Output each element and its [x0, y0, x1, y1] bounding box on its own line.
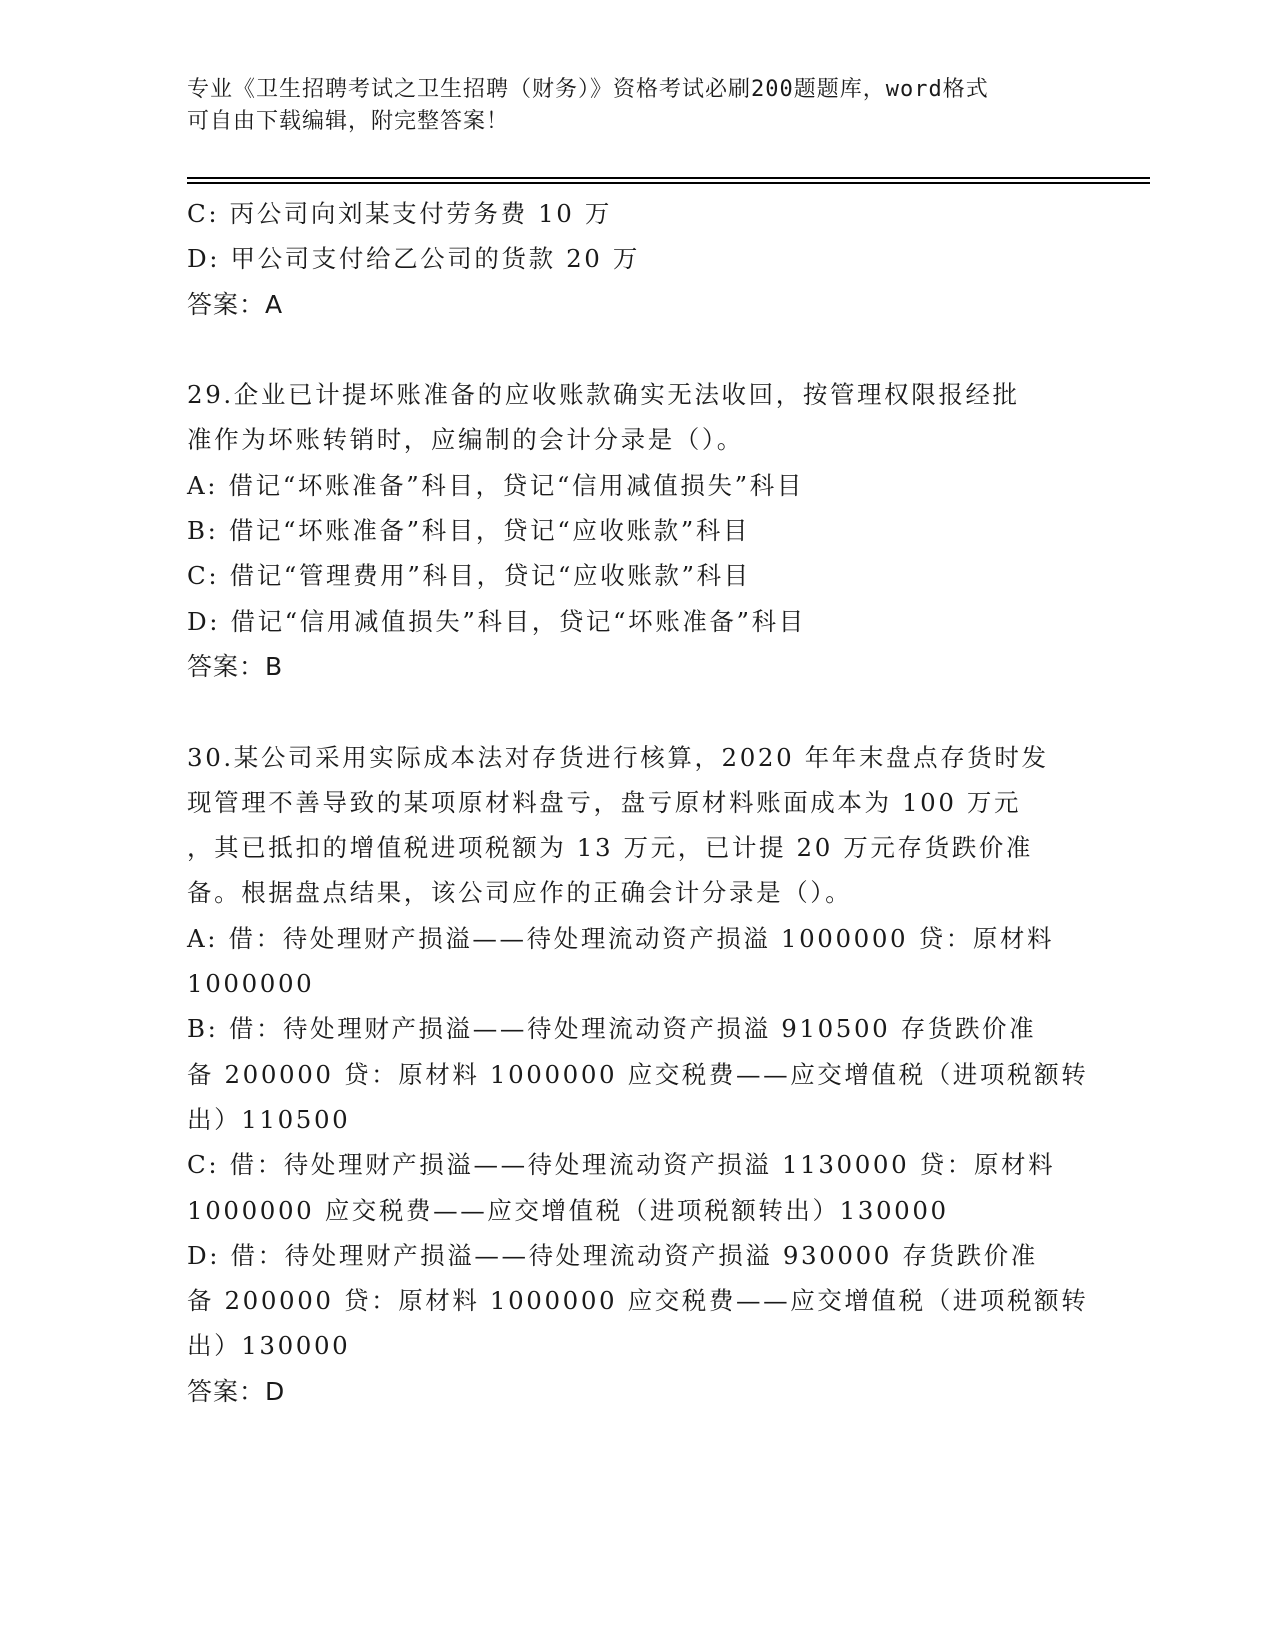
question-stem: 现管理不善导致的某项原材料盘亏，盘亏原材料账面成本为 100 万元	[187, 787, 1022, 817]
header-divider-top	[187, 177, 1150, 179]
header-divider-bottom	[187, 182, 1150, 184]
question-28-tail	[187, 191, 1097, 327]
spacer	[187, 689, 1097, 734]
answer-line: 答案：A	[187, 289, 284, 319]
document-header	[187, 74, 1087, 138]
answer-line: 答案：B	[187, 651, 284, 681]
question-29	[187, 372, 1097, 689]
option-a: A: 借：待处理财产损溢——待处理流动资产损溢 1000000 贷：原材料	[187, 923, 1055, 953]
question-30	[187, 735, 1097, 1414]
option-b: 出）110500	[187, 1104, 351, 1134]
option-a: A: 借记“坏账准备”科目，贷记“信用减值损失”科目	[187, 470, 804, 500]
option-c: C: 借：待处理财产损溢——待处理流动资产损溢 1130000 贷：原材料	[187, 1150, 1056, 1180]
option-d: D: 借记“信用减值损失”科目，贷记“坏账准备”科目	[187, 606, 806, 636]
option-d: D: 借：待处理财产损溢——待处理流动资产损溢 930000 存货跌价准	[187, 1240, 1038, 1270]
question-stem: ，其已抵扣的增值税进项税额为 13 万元，已计提 20 万元存货跌价准	[187, 833, 1033, 863]
option-d: 备 200000 贷：原材料 1000000 应交税费——应交增值税（进项税额转	[187, 1286, 1089, 1316]
question-stem: 准作为坏账转销时，应编制的会计分录是（）。	[187, 425, 744, 455]
option-c: C: 借记“管理费用”科目，贷记“应收账款”科目	[187, 561, 751, 591]
header-title-line-2: 可自由下载编辑，附完整答案！	[187, 109, 510, 134]
question-stem: 30.某公司采用实际成本法对存货进行核算，2020 年年末盘点存货时发	[187, 742, 1049, 772]
option-b: B: 借：待处理财产损溢——待处理流动资产损溢 910500 存货跌价准	[187, 1014, 1037, 1044]
answer-line: 答案：D	[187, 1376, 286, 1406]
option-c: 1000000 应交税费——应交增值税（进项税额转出）130000	[187, 1195, 949, 1225]
spacer	[187, 327, 1097, 372]
option-d: D: 甲公司支付给乙公司的货款 20 万	[187, 244, 640, 274]
question-stem: 备。根据盘点结果，该公司应作的正确会计分录是（）。	[187, 878, 853, 908]
option-d: 出）130000	[187, 1331, 351, 1361]
option-a: 1000000	[187, 969, 315, 999]
option-b: B: 借记“坏账准备”科目，贷记“应收账款”科目	[187, 516, 751, 546]
header-title-line-1: 专业《卫生招聘考试之卫生招聘（财务）》资格考试必刷200题题库，word格式	[187, 77, 989, 102]
option-c: C: 丙公司向刘某支付劳务费 10 万	[187, 199, 612, 228]
question-stem: 29.企业已计提坏账准备的应收账款确实无法收回，按管理权限报经批	[187, 380, 1020, 410]
option-b: 备 200000 贷：原材料 1000000 应交税费——应交增值税（进项税额转	[187, 1059, 1089, 1089]
document-body	[187, 191, 1097, 1414]
